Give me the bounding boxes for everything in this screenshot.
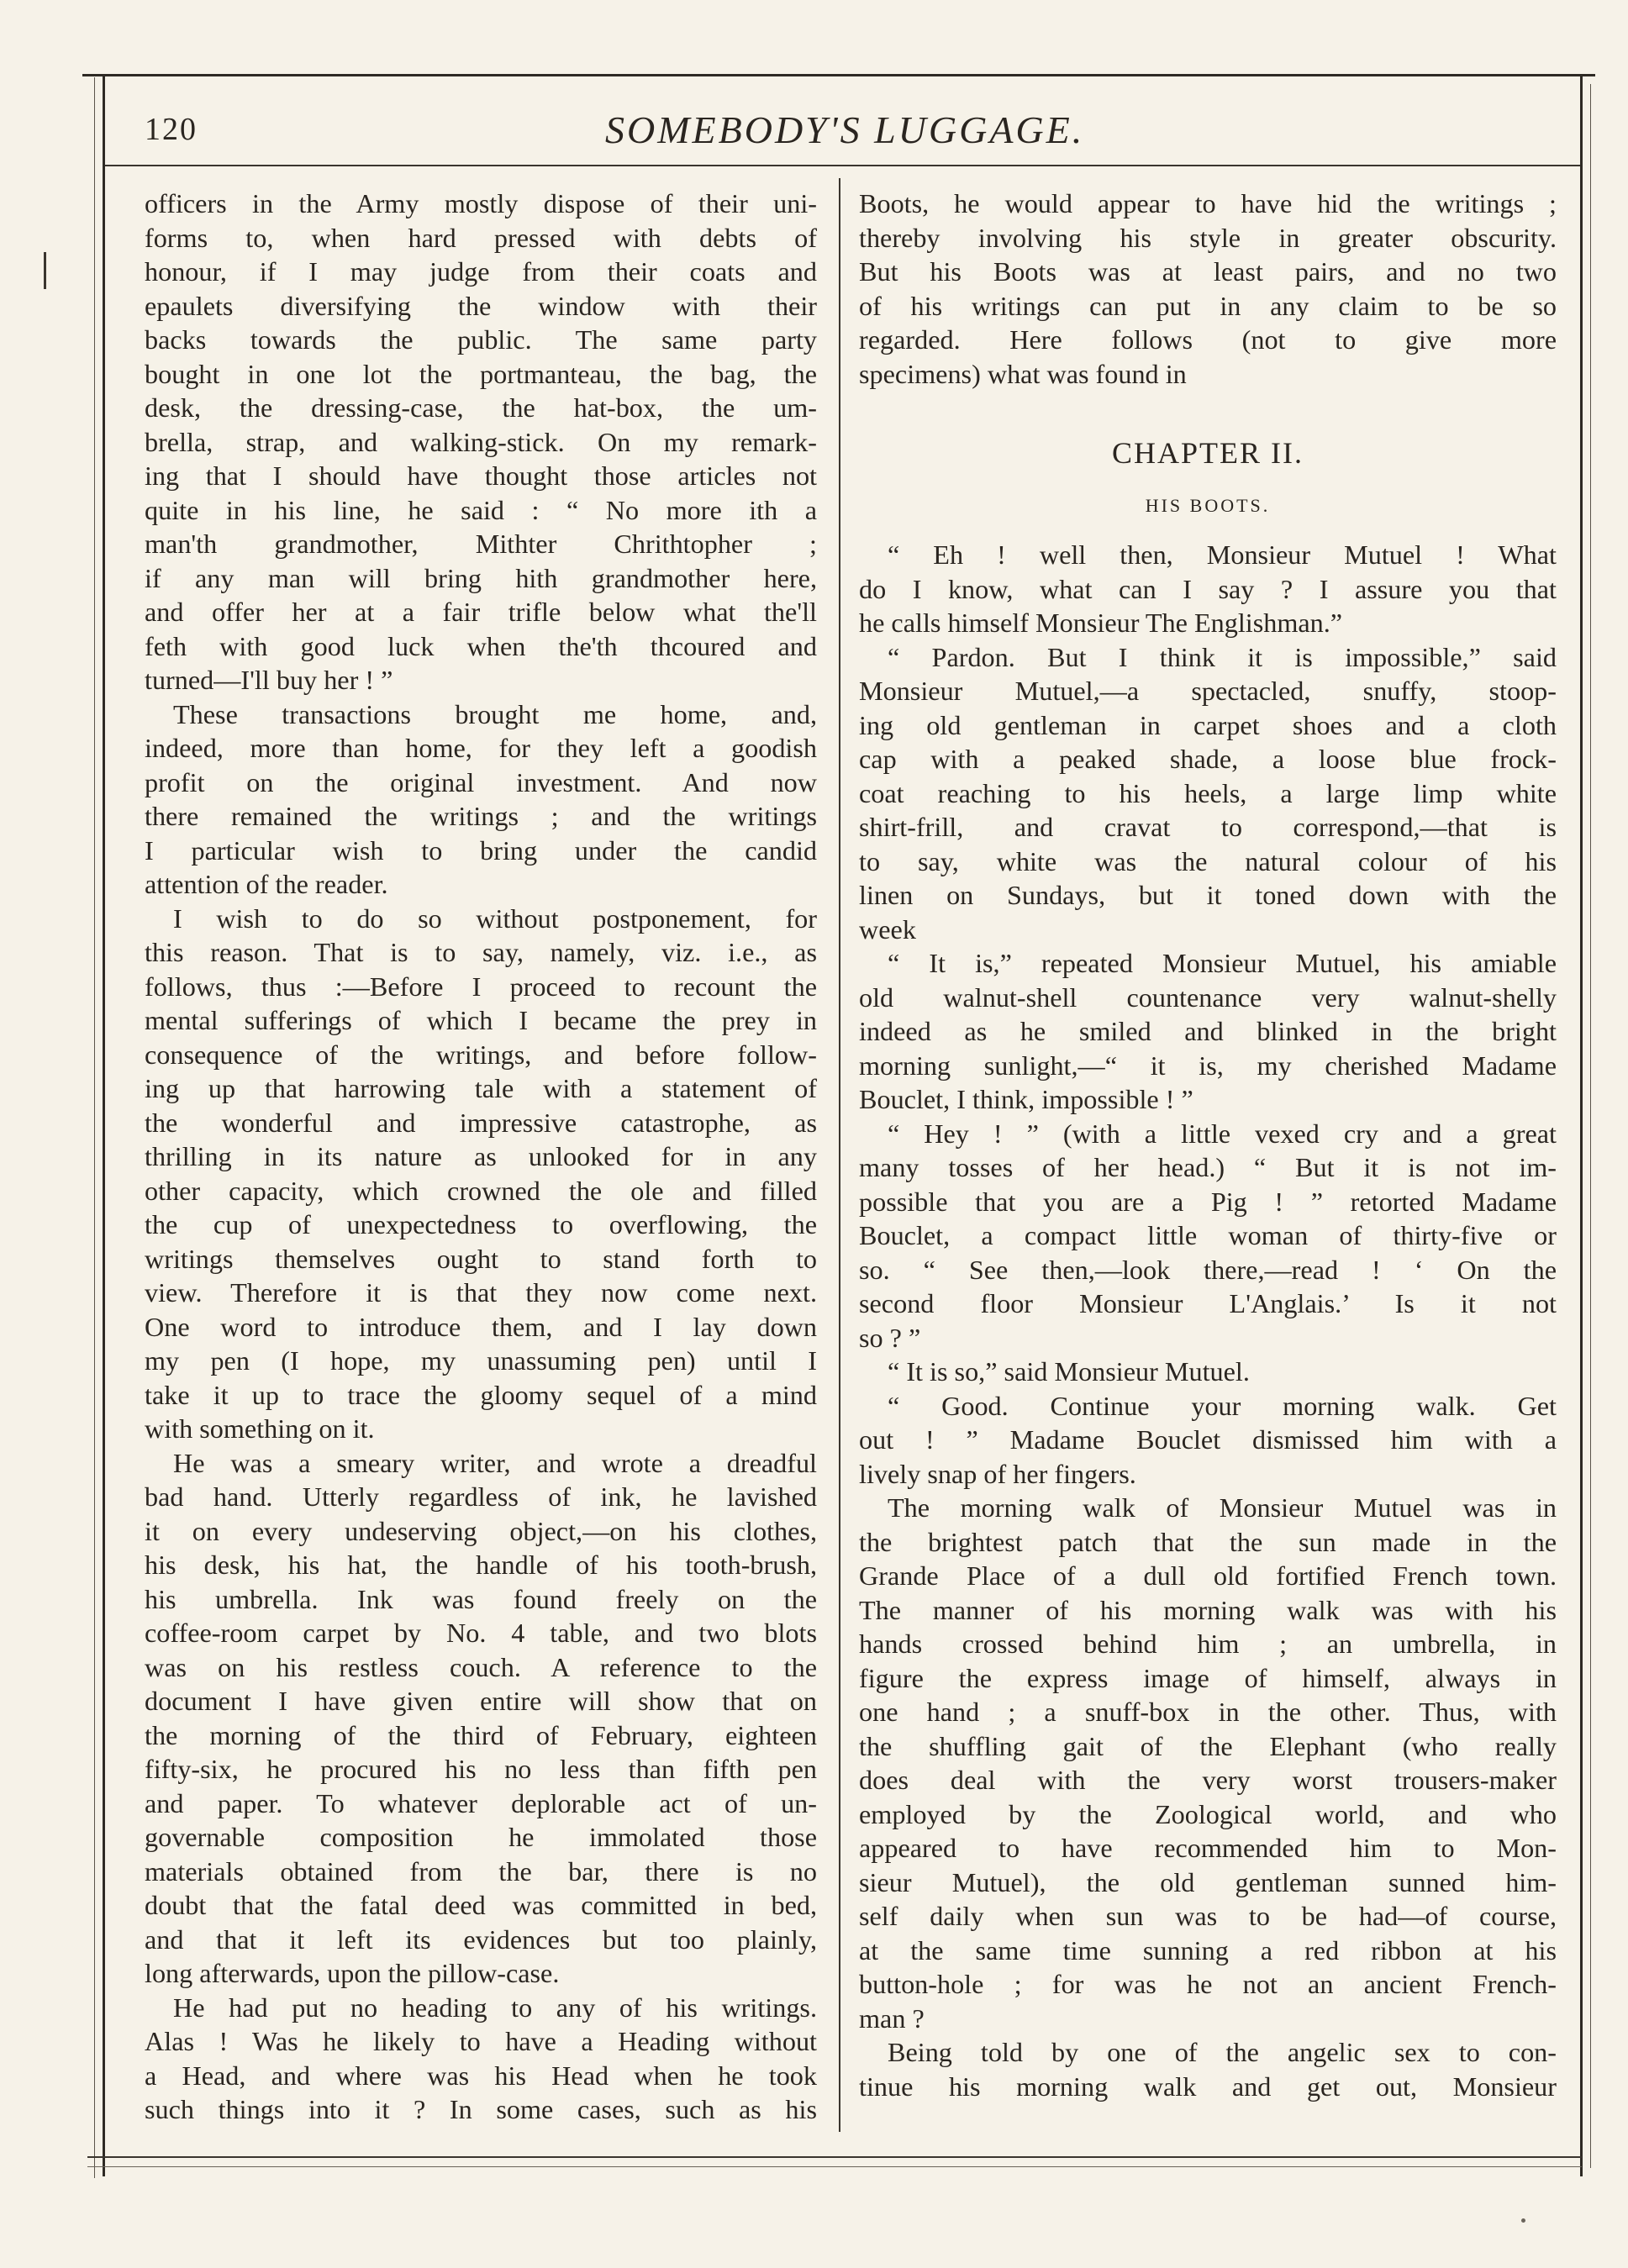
- text-line: feth with good luck when the'th thcoured and: [145, 630, 817, 661]
- text-line: the morning of the third of February, eighteen: [145, 1719, 817, 1750]
- text-line: officers in the Army mostly dispose of their uni-: [145, 188, 817, 218]
- text-line: to say, white was the natural colour of his: [859, 845, 1557, 876]
- text-line: Alas ! Was he likely to have a Heading without: [145, 2026, 817, 2056]
- text-line: shirt-frill, and cravat to correspond,—that is: [859, 812, 1557, 842]
- text-line: tinue his morning walk and get out, Monsieur: [859, 2071, 1557, 2102]
- text-line: such things into it ? In some cases, such as his: [145, 2094, 817, 2124]
- text-line: The morning walk of Monsieur Mutuel was in: [888, 1492, 1557, 1523]
- page-frame-left-inner-rule: [94, 77, 95, 2178]
- text-line: ing up that harrowing tale with a statement of: [145, 1073, 817, 1103]
- text-line: ing that I should have thought those articles not: [145, 460, 817, 491]
- text-line: the cup of unexpectedness to overflowing, the: [145, 1209, 817, 1239]
- text-line: a Head, and where was his Head when he took: [145, 2060, 817, 2091]
- text-line: The manner of his morning walk was with his: [859, 1594, 1557, 1625]
- text-line: turned—I'll buy her ! ”: [145, 665, 393, 695]
- text-line: view. Therefore it is that they now come next.: [145, 1277, 817, 1308]
- text-line: man ?: [859, 2002, 925, 2034]
- text-line: at the same time sunning a red ribbon at his: [859, 1934, 1557, 1965]
- text-line: materials obtained from the bar, there is no: [145, 1855, 817, 1886]
- text-line: But his Boots was at least pairs, and no two: [859, 256, 1557, 287]
- text-line: it on every undeserving object,—on his clothes,: [145, 1515, 817, 1546]
- text-line: bad hand. Utterly regardless of ink, he lavished: [145, 1481, 817, 1512]
- text-line: governable composition he immolated those: [145, 1822, 817, 1852]
- header-rule: [105, 165, 1580, 166]
- chapter-subtitle: HIS BOOTS.: [1145, 494, 1271, 516]
- text-line: take it up to trace the gloomy sequel of a mind: [145, 1379, 817, 1410]
- text-line: do I know, what can I say ? I assure you that: [859, 573, 1557, 604]
- text-line: if any man will bring hith grandmother here,: [145, 562, 817, 593]
- text-line: thereby involving his style in greater obscurity.: [859, 222, 1557, 253]
- text-line: linen on Sundays, but it toned down with the: [859, 880, 1557, 910]
- text-line: One word to introduce them, and I lay down: [145, 1311, 817, 1342]
- text-line: indeed as he smiled and blinked in the bright: [859, 1016, 1557, 1046]
- text-line: epaulets diversifying the window with their: [145, 290, 817, 321]
- text-line: ing old gentleman in carpet shoes and a cloth: [859, 709, 1557, 740]
- text-line: follows, thus :—Before I proceed to recount the: [145, 971, 817, 1002]
- text-line: mental sufferings of which I became the prey in: [145, 1005, 817, 1035]
- running-title: SOMEBODY'S LUGGAGE.: [605, 108, 1085, 151]
- text-line: and paper. To whatever deplorable act of un-: [145, 1787, 817, 1818]
- text-line: does deal with the very worst trousers-maker: [859, 1765, 1557, 1795]
- text-line: backs towards the public. The same party: [145, 324, 817, 355]
- text-line: profit on the original investment. And now: [145, 766, 817, 797]
- footer-rule: [87, 2156, 1582, 2158]
- text-line: cap with a peaked shade, a loose blue frock-: [859, 744, 1557, 774]
- text-line: He had put no heading to any of his writings.: [173, 1992, 817, 2023]
- text-line: coat reaching to his heels, a large limp white: [859, 777, 1557, 808]
- text-line: and offer her at a fair trifle below what the'll: [145, 597, 817, 627]
- text-line: sieur Mutuel), the old gentleman sunned him-: [859, 1866, 1557, 1897]
- text-line: “ It is,” repeated Monsieur Mutuel, his amiable: [888, 948, 1557, 978]
- text-line: “ Eh ! well then, Monsieur Mutuel ! What: [888, 539, 1557, 570]
- text-line: Bouclet, a compact little woman of thirty-five or: [859, 1220, 1557, 1250]
- text-line: “ Hey ! ” (with a little vexed cry and a great: [888, 1118, 1557, 1149]
- page-number: 120: [145, 112, 198, 147]
- page-frame-right-inner-rule: [1590, 84, 1591, 2168]
- text-line: These transactions brought me home, and,: [173, 698, 817, 729]
- text-line: writings themselves ought to stand forth to: [145, 1243, 817, 1274]
- margin-mark: [44, 252, 46, 289]
- text-line: thrilling in its nature as unlooked for in any: [145, 1141, 817, 1171]
- text-line: the brightest patch that the sun made in the: [859, 1526, 1557, 1557]
- text-line: week: [859, 913, 916, 945]
- text-line: employed by the Zoological world, and who: [859, 1798, 1557, 1829]
- text-line: one hand ; a snuff-box in the other. Thus, with: [859, 1697, 1557, 1727]
- text-line: I particular wish to bring under the candid: [145, 834, 817, 866]
- text-line: coffee-room carpet by No. 4 table, and two blots: [145, 1618, 817, 1648]
- chapter-title: CHAPTER II.: [1112, 436, 1304, 470]
- column-divider: [839, 178, 840, 2132]
- text-line: old walnut-shell countenance very walnut-shelly: [859, 981, 1557, 1013]
- text-line: Grande Place of a dull old fortified French town.: [859, 1560, 1557, 1591]
- text-line: indeed, more than home, for they left a goodish: [145, 733, 817, 763]
- right-column-intro: [859, 187, 1557, 391]
- text-line: attention of the reader.: [145, 869, 388, 899]
- text-line: I wish to do so without postponement, for: [173, 902, 817, 934]
- text-line: doubt that the fatal deed was committed in bed,: [145, 1890, 817, 1920]
- text-line: Being told by one of the angelic sex to con-: [888, 2037, 1557, 2067]
- text-line: out ! ” Madame Bouclet dismissed him with a: [859, 1424, 1557, 1455]
- text-line: and that it left its evidences but too plainly,: [145, 1923, 817, 1955]
- text-line: “ It is so,” said Monsieur Mutuel.: [888, 1356, 1250, 1387]
- text-line: other capacity, which crowned the ole and filled: [145, 1175, 817, 1206]
- text-line: there remained the writings ; and the writings: [145, 801, 817, 831]
- text-line: button-hole ; for was he not an ancient French-: [859, 1969, 1557, 1999]
- text-line: with something on it.: [145, 1413, 375, 1444]
- text-line: possible that you are a Pig ! ” retorted Madame: [859, 1186, 1557, 1217]
- text-line: the wonderful and impressive catastrophe, as: [145, 1107, 817, 1138]
- text-line: Boots, he would appear to have hid the writings ;: [859, 188, 1557, 218]
- page-frame-top-rule: [82, 74, 1595, 76]
- text-line: man'th grandmother, Mithter Chrithtopher ;: [145, 529, 817, 559]
- text-line: of his writings can put in any claim to be so: [859, 290, 1557, 321]
- text-line: hands crossed behind him ; an umbrella, in: [859, 1629, 1557, 1659]
- text-line: fifty-six, he procured his no less than fifth pen: [145, 1754, 817, 1784]
- text-line: bought in one lot the portmanteau, the bag, the: [145, 358, 817, 389]
- right-column-body: [859, 538, 1557, 2103]
- left-text-column: [145, 187, 817, 2127]
- text-line: second floor Monsieur L'Anglais.’ Is it not: [859, 1288, 1557, 1318]
- text-line: his umbrella. Ink was found freely on the: [145, 1583, 817, 1614]
- margin-dot: [1521, 2218, 1525, 2223]
- text-line: brella, strap, and walking-stick. On my remark-: [145, 426, 817, 457]
- text-line: “ Good. Continue your morning walk. Get: [888, 1390, 1557, 1421]
- text-line: this reason. That is to say, namely, viz. i.e., as: [145, 937, 817, 967]
- text-line: forms to, when hard pressed with debts of: [145, 222, 817, 253]
- text-line: desk, the dressing-case, the hat-box, the um-: [145, 392, 817, 423]
- text-line: so ? ”: [859, 1322, 921, 1353]
- text-line: figure the express image of himself, always in: [859, 1662, 1557, 1693]
- text-line: he calls himself Monsieur The Englishman.”: [859, 608, 1343, 638]
- text-line: “ Pardon. But I think it is impossible,” said: [888, 641, 1557, 672]
- text-line: honour, if I may judge from their coats and: [145, 256, 817, 287]
- text-line: Bouclet, I think, impossible ! ”: [859, 1084, 1193, 1114]
- text-line: morning sunlight,—“ it is, my cherished Madame: [859, 1050, 1557, 1081]
- page-frame-right-rule: [1580, 76, 1583, 2176]
- text-line: so. “ See then,—look there,—read ! ‘ On the: [859, 1254, 1557, 1285]
- text-line: consequence of the writings, and before follow-: [145, 1039, 817, 1070]
- text-line: Monsieur Mutuel,—a spectacled, snuffy, stoop-: [859, 676, 1557, 706]
- text-line: his desk, his hat, the handle of his tooth-brush,: [145, 1550, 817, 1580]
- text-line: document I have given entire will show that on: [145, 1686, 817, 1716]
- text-line: regarded. Here follows (not to give more: [859, 324, 1557, 355]
- text-line: self daily when sun was to be had—of course,: [859, 1901, 1557, 1931]
- right-text-column: [859, 187, 1557, 2103]
- text-line: quite in his line, he said : “ No more ith a: [145, 494, 817, 525]
- text-line: my pen (I hope, my unassuming pen) until I: [145, 1345, 817, 1376]
- text-line: appeared to have recommended him to Mon-: [859, 1833, 1557, 1863]
- footer-inner-rule: [87, 2166, 1582, 2167]
- text-line: specimens) what was found in: [859, 358, 1187, 389]
- text-line: lively snap of her fingers.: [859, 1458, 1136, 1489]
- text-line: long afterwards, upon the pillow-case.: [145, 1958, 560, 1988]
- text-line: He was a smeary writer, and wrote a dreadful: [173, 1447, 817, 1478]
- text-line: was on his restless couch. A reference to the: [145, 1651, 817, 1682]
- text-line: the shuffling gait of the Elephant (who really: [859, 1730, 1557, 1761]
- text-line: many tosses of her head.) “ But it is not im-: [859, 1152, 1557, 1182]
- page-frame-left-rule: [103, 76, 105, 2176]
